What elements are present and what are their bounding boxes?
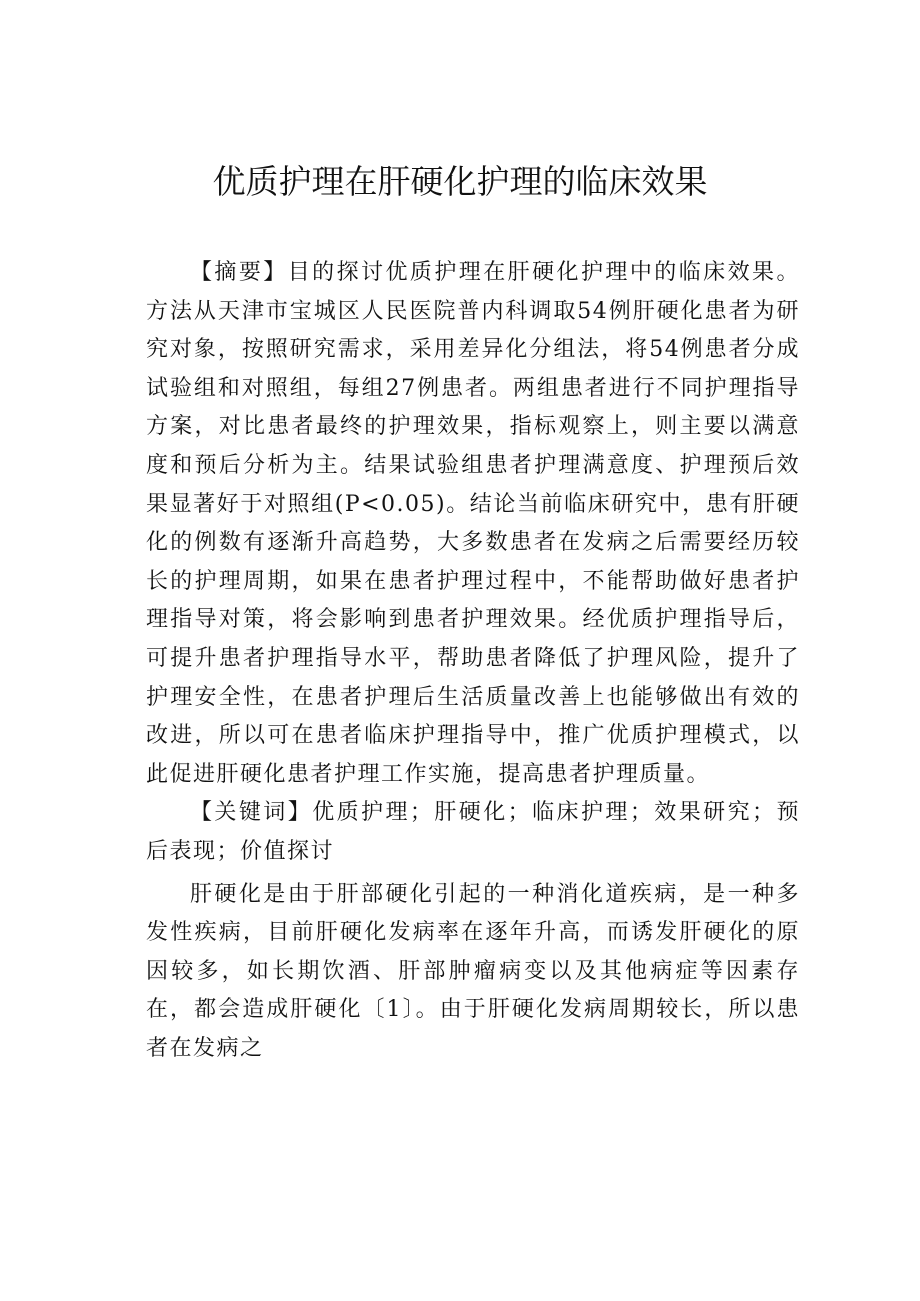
document-body — [146, 254, 800, 1068]
keywords-paragraph — [146, 794, 800, 871]
document-title: 优质护理在肝硬化护理的临床效果 — [212, 162, 708, 201]
keywords-text: 优质护理；肝硬化；临床护理；效果研究；预后表现；价值探讨 — [146, 800, 800, 864]
keywords-label: 【关键词】 — [190, 800, 313, 826]
body-paragraph-1: 肝硬化是由于肝部硬化引起的一种消化道疾病，是一种多发性疾病，目前肝硬化发病率在逐年升高，而诱发肝硬化的原因较多，如长期饮酒、肝部肿瘤病变以及其他病症等因素存在，都会造成肝硬化〔1〕。由于肝硬化发病周期较长，所以患者在发病之 — [146, 881, 800, 1061]
abstract-text: 目的探讨优质护理在肝硬化护理中的临床效果。方法从天津市宝城区人民医院普内科调取54例肝硬化患者为研究对象，按照研究需求，采用差异化分组法，将54例患者分成试验组和对照组，每组27例患者。两组患者进行不同护理指导方案，对比患者最终的护理效果，指标观察上，则主要以满意度和预后分析为主。结果试验组患者护理满意度、护理预后效果显著好于对照组(P<0.05)。结论当前临床研究中，患有肝硬化的例数有逐渐升高趋势，大多数患者在发病之后需要经历较长的护理周期，如果在患者护理过程中，不能帮助做好患者护理指导对策，将会影响到患者护理效果。经优质护理指导后，可提升患者护理指导水平，帮助患者降低了护理风险，提升了护理安全性，在患者护理后生活质量改善上也能够做出有效的改进，所以可在患者临床护理指导中，推广优质护理模式，以此促进肝硬化患者护理工作实施，提高患者护理质量。 — [146, 260, 800, 787]
abstract-label: 【摘要】 — [190, 260, 288, 285]
abstract-paragraph — [146, 254, 800, 794]
